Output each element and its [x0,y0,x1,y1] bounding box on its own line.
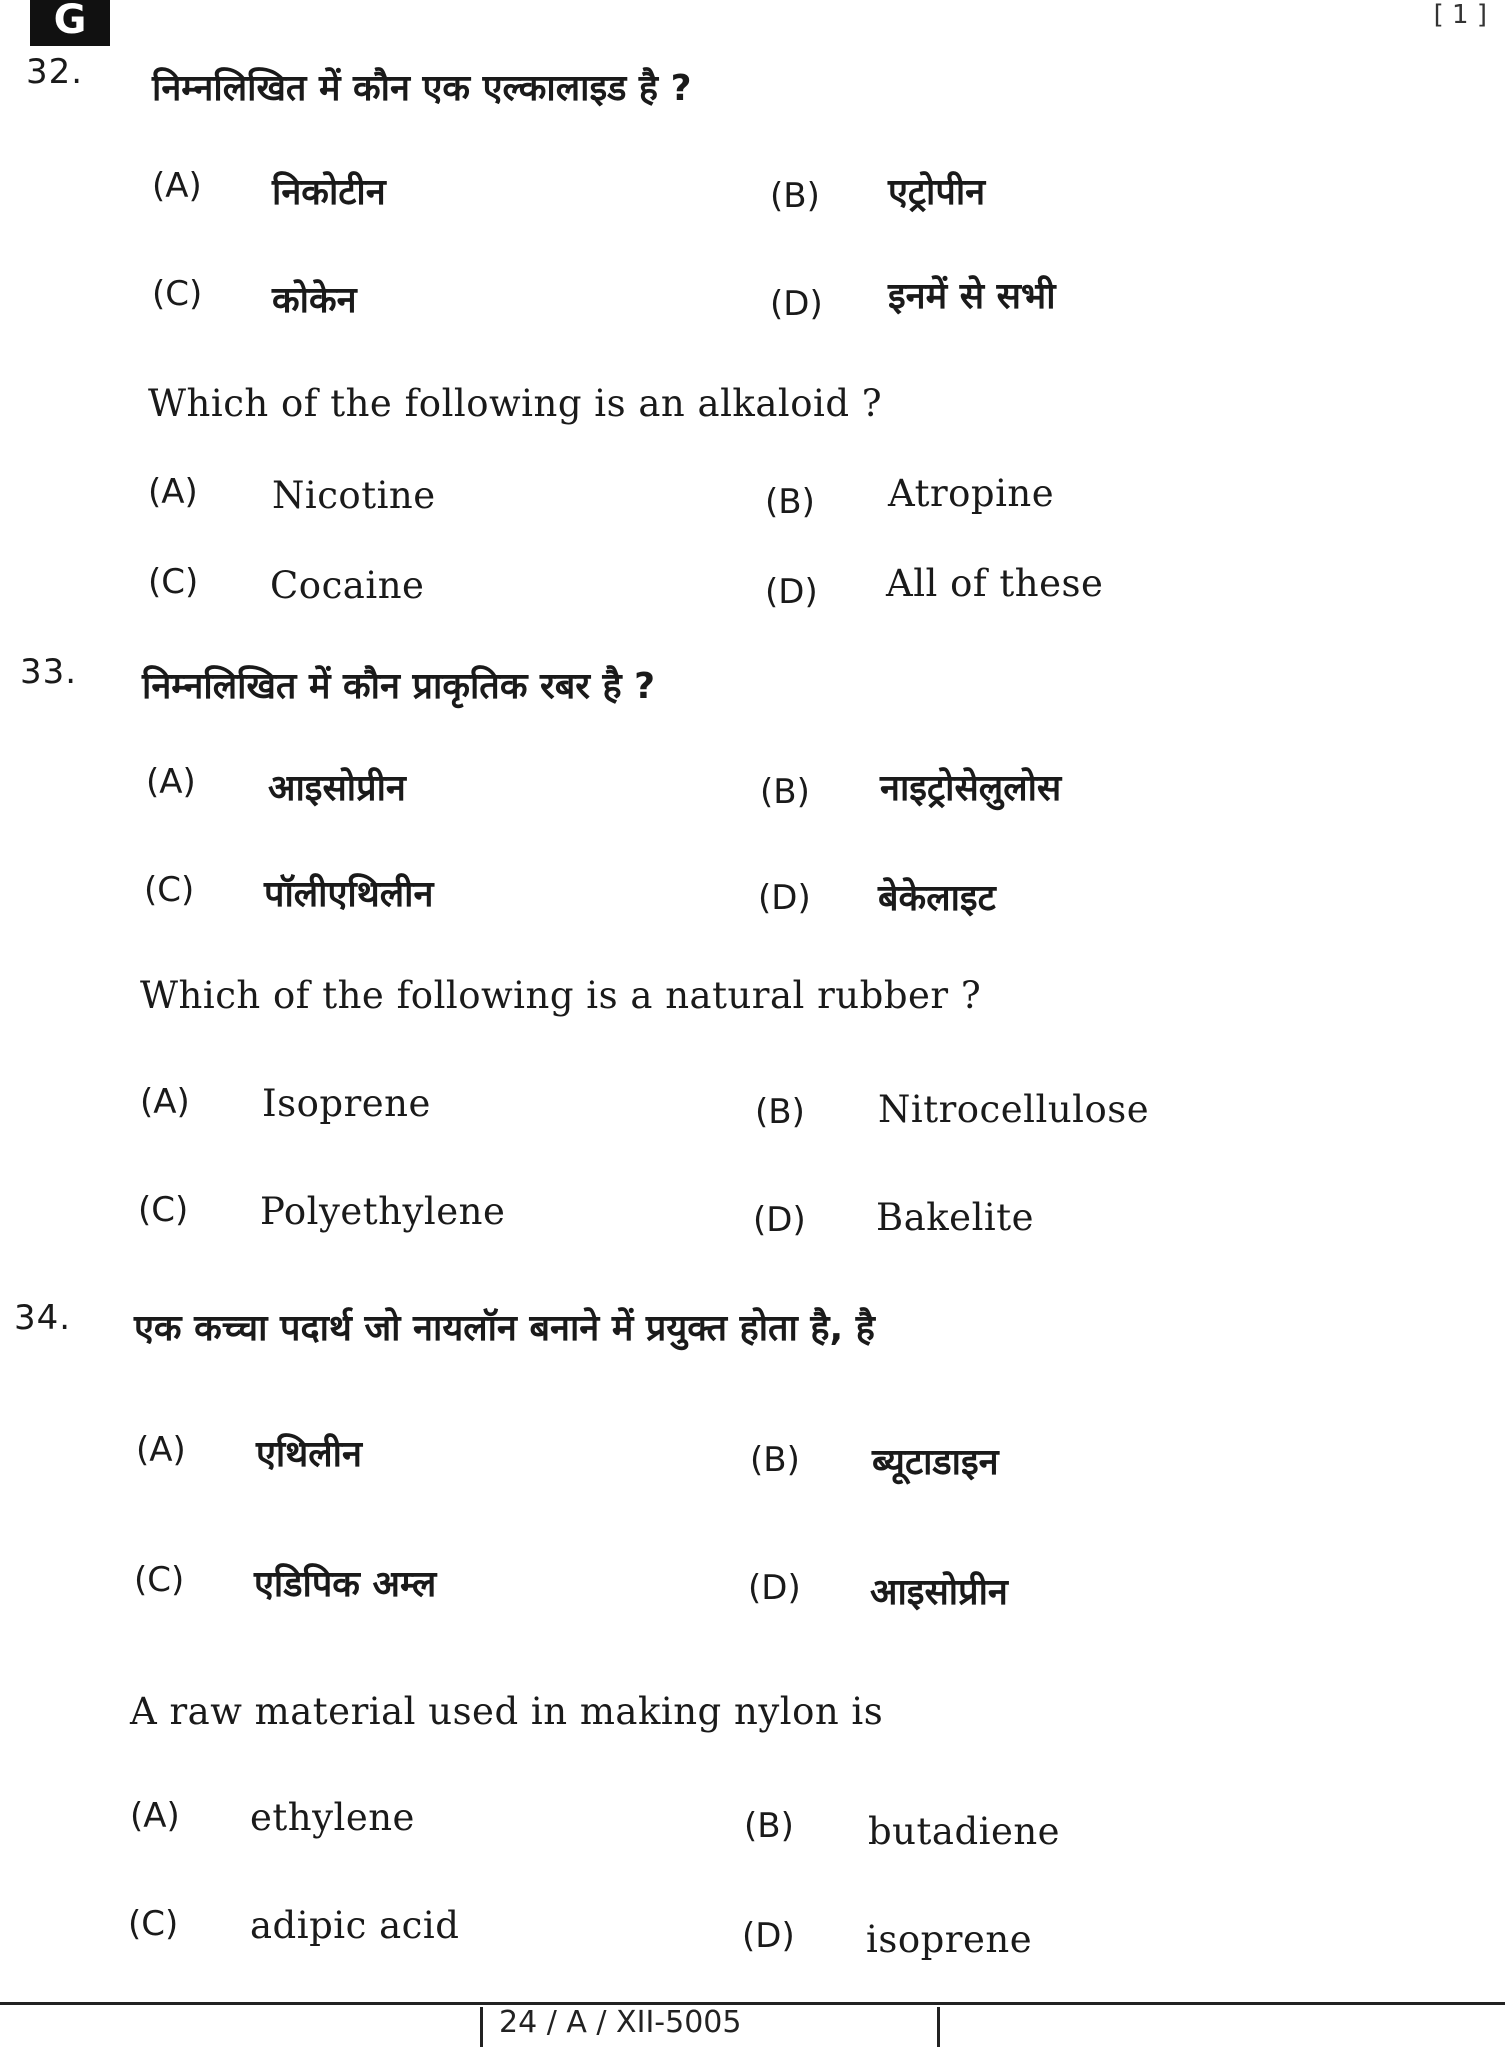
option-letter: (D) [742,1916,795,1956]
option-text-english: Isoprene [262,1082,431,1125]
question-text-hindi: निम्नलिखित में कौन एक एल्कालाइड है ? [152,68,692,109]
option-text-hindi: नाइट्रोसेलुलोस [880,768,1062,809]
option-letter: (B) [770,176,820,216]
option-text-english: Bakelite [876,1196,1034,1239]
question-text-english: Which of the following is an alkaloid ? [148,382,883,425]
option-text-english: Polyethylene [260,1190,506,1233]
option-text-hindi: आइसोप्रीन [268,768,406,809]
option-text-english: Nicotine [272,474,436,517]
option-text-english: Atropine [888,472,1055,515]
option-letter: (A) [136,1430,186,1470]
option-text-english: Nitrocellulose [878,1088,1150,1131]
option-text-hindi: कोकेन [272,280,357,321]
option-letter: (A) [148,472,198,512]
option-text-english: adipic acid [250,1904,460,1947]
option-letter: (B) [765,482,815,522]
option-letter: (B) [744,1806,794,1846]
option-letter: (A) [152,166,202,206]
question-text-hindi: एक कच्चा पदार्थ जो नायलॉन बनाने में प्रयुक्त होता है, है [134,1308,875,1349]
option-letter: (A) [140,1082,190,1122]
option-letter: (C) [144,870,195,910]
question-text-english: A raw material used in making nylon is [130,1690,884,1733]
question-number: 32. [26,52,84,92]
option-letter: (B) [750,1440,800,1480]
option-letter: (C) [134,1560,185,1600]
question-text-hindi: निम्नलिखित में कौन प्राकृतिक रबर है ? [142,666,656,707]
option-text-english: Cocaine [270,564,425,607]
option-text-english: butadiene [868,1810,1061,1853]
question-text-english: Which of the following is a natural rubber ? [140,974,982,1017]
option-text-hindi: पॉलीएथिलीन [264,874,434,915]
option-text-hindi: बेकेलाइट [878,878,996,919]
option-text-hindi: ब्यूटाडाइन [872,1442,999,1483]
option-text-english: All of these [886,562,1104,605]
option-text-hindi: निकोटीन [272,172,386,213]
option-letter: (B) [760,772,810,812]
option-letter: (D) [748,1568,801,1608]
option-letter: (D) [765,572,818,612]
option-letter: (D) [753,1200,806,1240]
question-number: 33. [20,652,78,692]
option-text-english: isoprene [866,1918,1033,1961]
option-text-english: ethylene [250,1796,415,1839]
page-mark: [ 1 ] [1433,0,1487,30]
question-number: 34. [14,1298,72,1338]
option-letter: (C) [128,1904,179,1944]
option-letter: (A) [146,762,196,802]
option-text-hindi: एडिपिक अम्ल [254,1564,437,1605]
footer-divider [0,2002,1505,2005]
option-letter: (D) [758,878,811,918]
option-text-hindi: एट्रोपीन [888,172,986,213]
option-letter: (C) [138,1190,189,1230]
set-letter-badge: G [30,0,110,46]
option-text-hindi: इनमें से सभी [888,276,1056,317]
option-letter: (B) [755,1092,805,1132]
option-letter: (A) [130,1796,180,1836]
option-text-hindi: आइसोप्रीन [870,1572,1008,1613]
option-text-hindi: एथिलीन [256,1434,362,1475]
footer-code: 24 / A / XII-5005 [480,2007,940,2047]
option-letter: (C) [152,274,203,314]
option-letter: (D) [770,284,823,324]
option-letter: (C) [148,562,199,602]
